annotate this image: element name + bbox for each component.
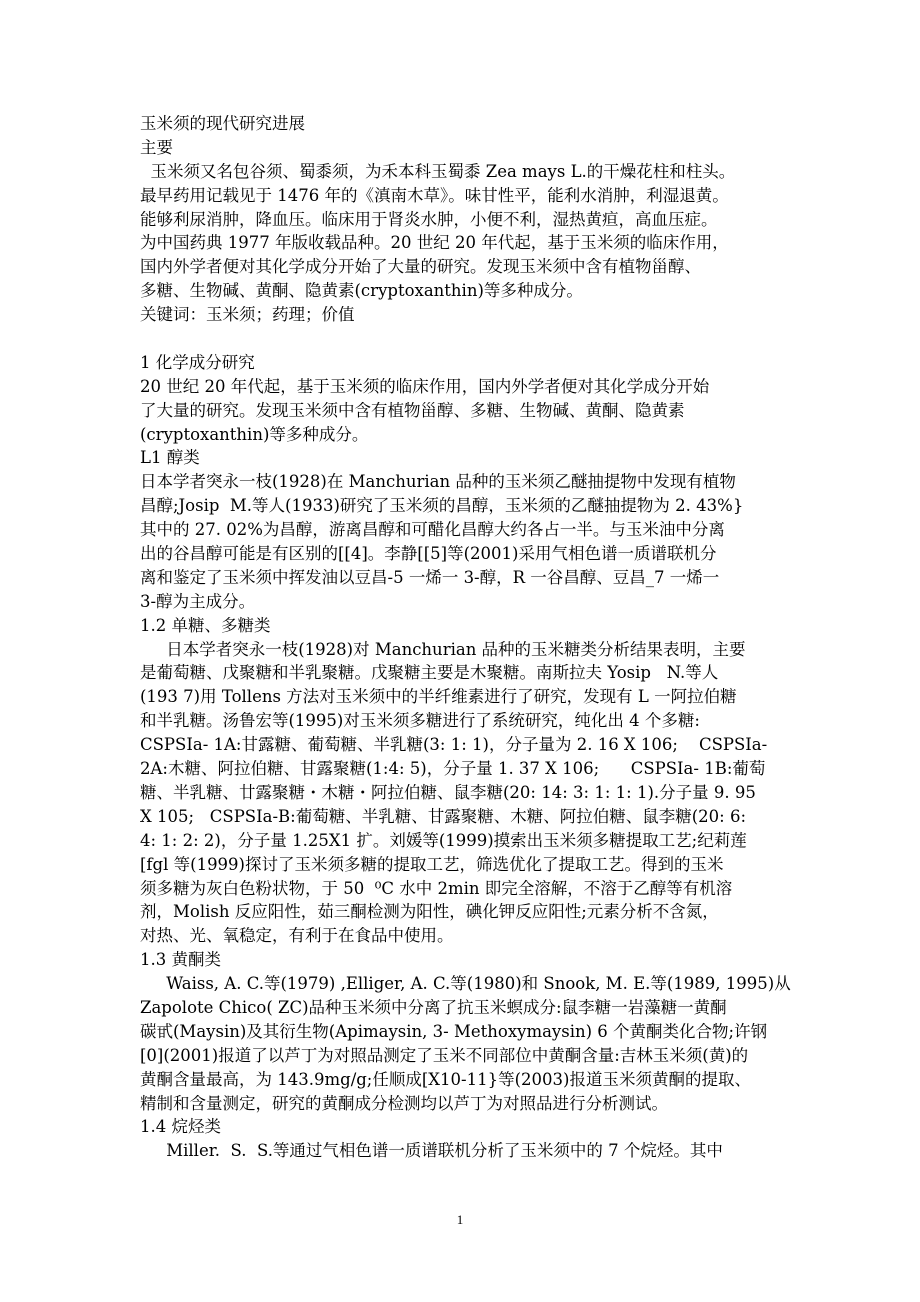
text-line: 最早药用记载见于 1476 年的《滇南木草》。味甘性平，能利水消肿，利湿退黄。	[140, 185, 729, 205]
text-line	[140, 327, 800, 351]
text-line: 1.2 单糖、多糖类	[140, 615, 271, 635]
text-line: X 105; CSPSIa-B:葡萄糖、半乳糖、甘露聚糖、木糖、阿拉伯糖、鼠李糖(20: 6:	[140, 806, 747, 826]
text-line: Waiss, A. C.等(1979) ,Elliger, A. C.等(1980)和 Snook, M. E.等(1989, 1995)从	[140, 974, 791, 994]
text-line: 1.3 黄酮类	[140, 950, 221, 970]
text-line: 糖、半乳糖、廿露聚糖・木糖・阿拉伯糖、鼠李糖(20: 14: 3: 1: 1: 1).分子量 9. 95	[140, 782, 756, 802]
document-title: 玉米须的现代研究进展	[140, 114, 305, 133]
text-line: 剂，Molish 反应阳性，茹三酮检测为阳性，碘化钾反应阳性;元素分析不含氮，	[140, 902, 719, 922]
text-line: 玉米须又名包谷须、蜀黍须，为禾本科玉蜀黍 Zea mays L.的干燥花柱和柱头。	[140, 161, 736, 181]
text-line: 精制和含量测定，研究的黄酮成分检测均以芦丁为对照品进行分析测试。	[140, 1093, 668, 1113]
text-line: 是葡萄糖、戊聚糖和半乳聚糖。戊聚糖主要是木聚糖。南斯拉夫 Yosip N.等人	[140, 663, 719, 683]
text-line: L1 醇类	[140, 448, 200, 468]
text-line: 主要	[140, 137, 173, 157]
text-line: 碳甙(Maysin)及其衍生物(Apimaysin, 3- Methoxymaysin) 6 个黄酮类化合物;许钢	[140, 1021, 768, 1041]
text-line: 2A:木糖、阿拉伯糖、甘露聚糖(1:4: 5)，分子量 1. 37 X 106; CSPSIa- 1B:葡萄	[140, 759, 766, 779]
text-line: 黄酮含量最高，为 143.9mg/g;任顺成[X10-11}等(2003)报道玉米须黄酮的提取、	[140, 1069, 751, 1089]
text-line: 关键词：玉米须；药理；价值	[140, 305, 355, 325]
text-line: 国内外学者便对其化学成分开始了大量的研究。发现玉米须中含有植物甾醇、	[140, 257, 701, 277]
text-line: 昌醇;Josip M.等人(1933)研究了玉米须的昌醇，玉米须的乙醚抽提物为 2. 43%}	[140, 496, 744, 516]
text-line: 能够利尿消肿，降血压。临床用于肾炎水肿，小便不利，湿热黄疸，高血压症。	[140, 209, 718, 229]
text-line: CSPSIa- 1A:甘露糖、葡萄糖、半乳糖(3: 1: 1)，分子量为 2. 16 X 106; CSPSIa-	[140, 735, 768, 755]
text-line: (193 7)用 Tollens 方法对玉米须中的半纤维素进行了研究，发现有 L 一阿拉伯糖	[140, 687, 737, 707]
text-line: 1 化学成分研究	[140, 352, 255, 372]
text-line: [fgl 等(1999)探讨了玉米须多糖的提取工艺，筛选优化了提取工艺。得到的玉米	[140, 854, 724, 874]
text-line: [0](2001)报道了以芦丁为对照品测定了玉米不同部位中黄酮含量:吉林玉米须(黄)的	[140, 1045, 749, 1065]
document-body	[140, 112, 800, 1163]
text-line: 3-醇为主成分。	[140, 591, 256, 611]
page-number: 1	[456, 1212, 464, 1227]
text-line: 1.4 烷烃类	[140, 1117, 221, 1137]
text-line: 4: 1: 2: 2)，分子量 1.25X1 扩。刘媛等(1999)摸索出玉米须多糖提取工艺;纪莉莲	[140, 830, 747, 850]
text-line: 离和鉴定了玉米须中挥发油以豆昌-5 一烯一 3-醇，R 一谷昌醇、豆昌_7 一烯一	[140, 567, 720, 587]
text-line: 其中的 27. 02%为昌醇，游离昌醇和可醋化昌醇大约各占一半。与玉米油中分离	[140, 520, 725, 540]
text-line: 为中国药典 1977 年版收载品种。20 世纪 20 年代起，基于玉米须的临床作用，	[140, 233, 729, 253]
text-line: 多糖、生物碱、黄酮、隐黄素(cryptoxanthin)等多种成分。	[140, 281, 583, 301]
text-line: 出的谷昌醇可能是有区别的[[4]。李静[[5]等(2001)采用气相色谱一质谱联机分	[140, 544, 717, 564]
text-line: 须多糖为灰白色粉状物，于 50 ⁰C 水中 2min 即完全溶解，不溶于乙醇等有机溶	[140, 878, 733, 898]
text-line: 了大量的研究。发现玉米须中含有植物甾醇、多糖、生物碱、黄酮、隐黄素	[140, 400, 685, 420]
text-line: 20 世纪 20 年代起，基于玉米须的临床作用，国内外学者便对其化学成分开始	[140, 376, 710, 396]
text-line: Miller. S. S.等通过气相色谱一质谱联机分析了玉米须中的 7 个烷烃。其中	[140, 1141, 723, 1161]
text-line: 对热、光、氧稳定，有利于在食品中使用。	[140, 926, 454, 946]
text-line: 日本学者突永一枝(1928)对 Manchurian 品种的玉米糖类分析结果表明，主要	[140, 639, 746, 659]
text-line: 日本学者突永一枝(1928)在 Manchurian 品种的玉米须乙醚抽提物中发现有植物	[140, 472, 736, 492]
text-line: (cryptoxanthin)等多种成分。	[140, 424, 369, 444]
text-line: Zapolote Chico( ZC)品种玉米须中分离了抗玉米螟成分:鼠李糖一岩藻糖一黄酮	[140, 997, 727, 1017]
text-line: 和半乳糖。汤鲁宏等(1995)对玉米须多糖进行了系统研究，纯化出 4 个多糖:	[140, 711, 700, 731]
